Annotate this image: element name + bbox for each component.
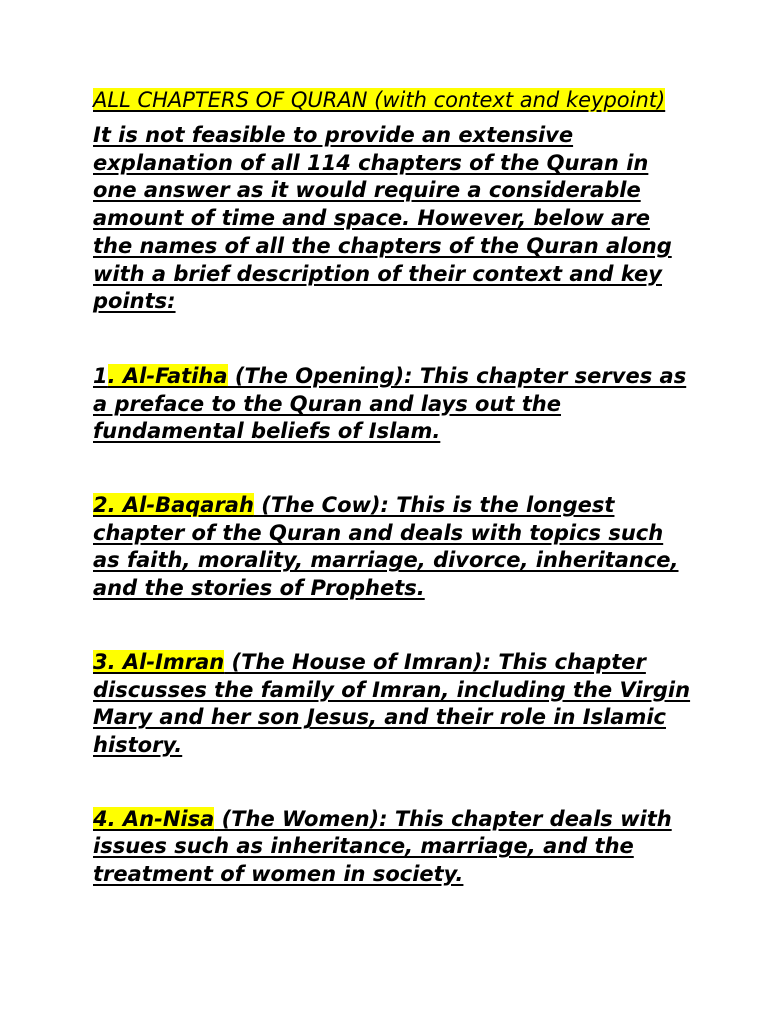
intro-paragraph	[93, 122, 693, 316]
chapter-entry	[93, 363, 693, 446]
chapter-description: (The Cow): This is the longest chapter of the Quran and deals with topics such as faith, morality, marriage, divorce, inheritance, and the stories of Prophets.	[93, 493, 679, 601]
chapter-entry	[93, 649, 693, 760]
chapter-description: (The House of Imran): This chapter discusses the family of Imran, including the Virgin Mary and her son Jesus, and their role in Islamic history.	[93, 649, 691, 757]
chapter-name: 2. Al-Baqarah	[93, 493, 254, 518]
chapter-description: (The Women): This chapter deals with issues such as inheritance, marriage, and the treatment of women in society.	[93, 806, 672, 887]
chapter-number: 1	[93, 363, 108, 388]
chapter-entry	[93, 492, 693, 603]
chapter-description: (The Opening): This chapter serves as a preface to the Quran and lays out the fundamental beliefs of Islam.	[93, 363, 687, 444]
intro-text: It is not feasible to provide an extensive explanation of all 114 chapters of the Quran in one answer as it would require a considerable amount of time and space. However, below are the names of all the chapters of the Quran along with a brief description of their context and key points:	[93, 123, 672, 314]
chapter-name: 4. An-Nisa	[93, 806, 215, 831]
chapter-name: . Al-Fatiha	[107, 363, 228, 388]
document-title	[93, 86, 693, 114]
document-title-text: ALL CHAPTERS OF QURAN (with context and keypoint)	[93, 88, 666, 112]
chapter-name: 3. Al-Imran	[93, 649, 225, 674]
document-body	[93, 86, 693, 889]
chapter-entry	[93, 806, 693, 889]
